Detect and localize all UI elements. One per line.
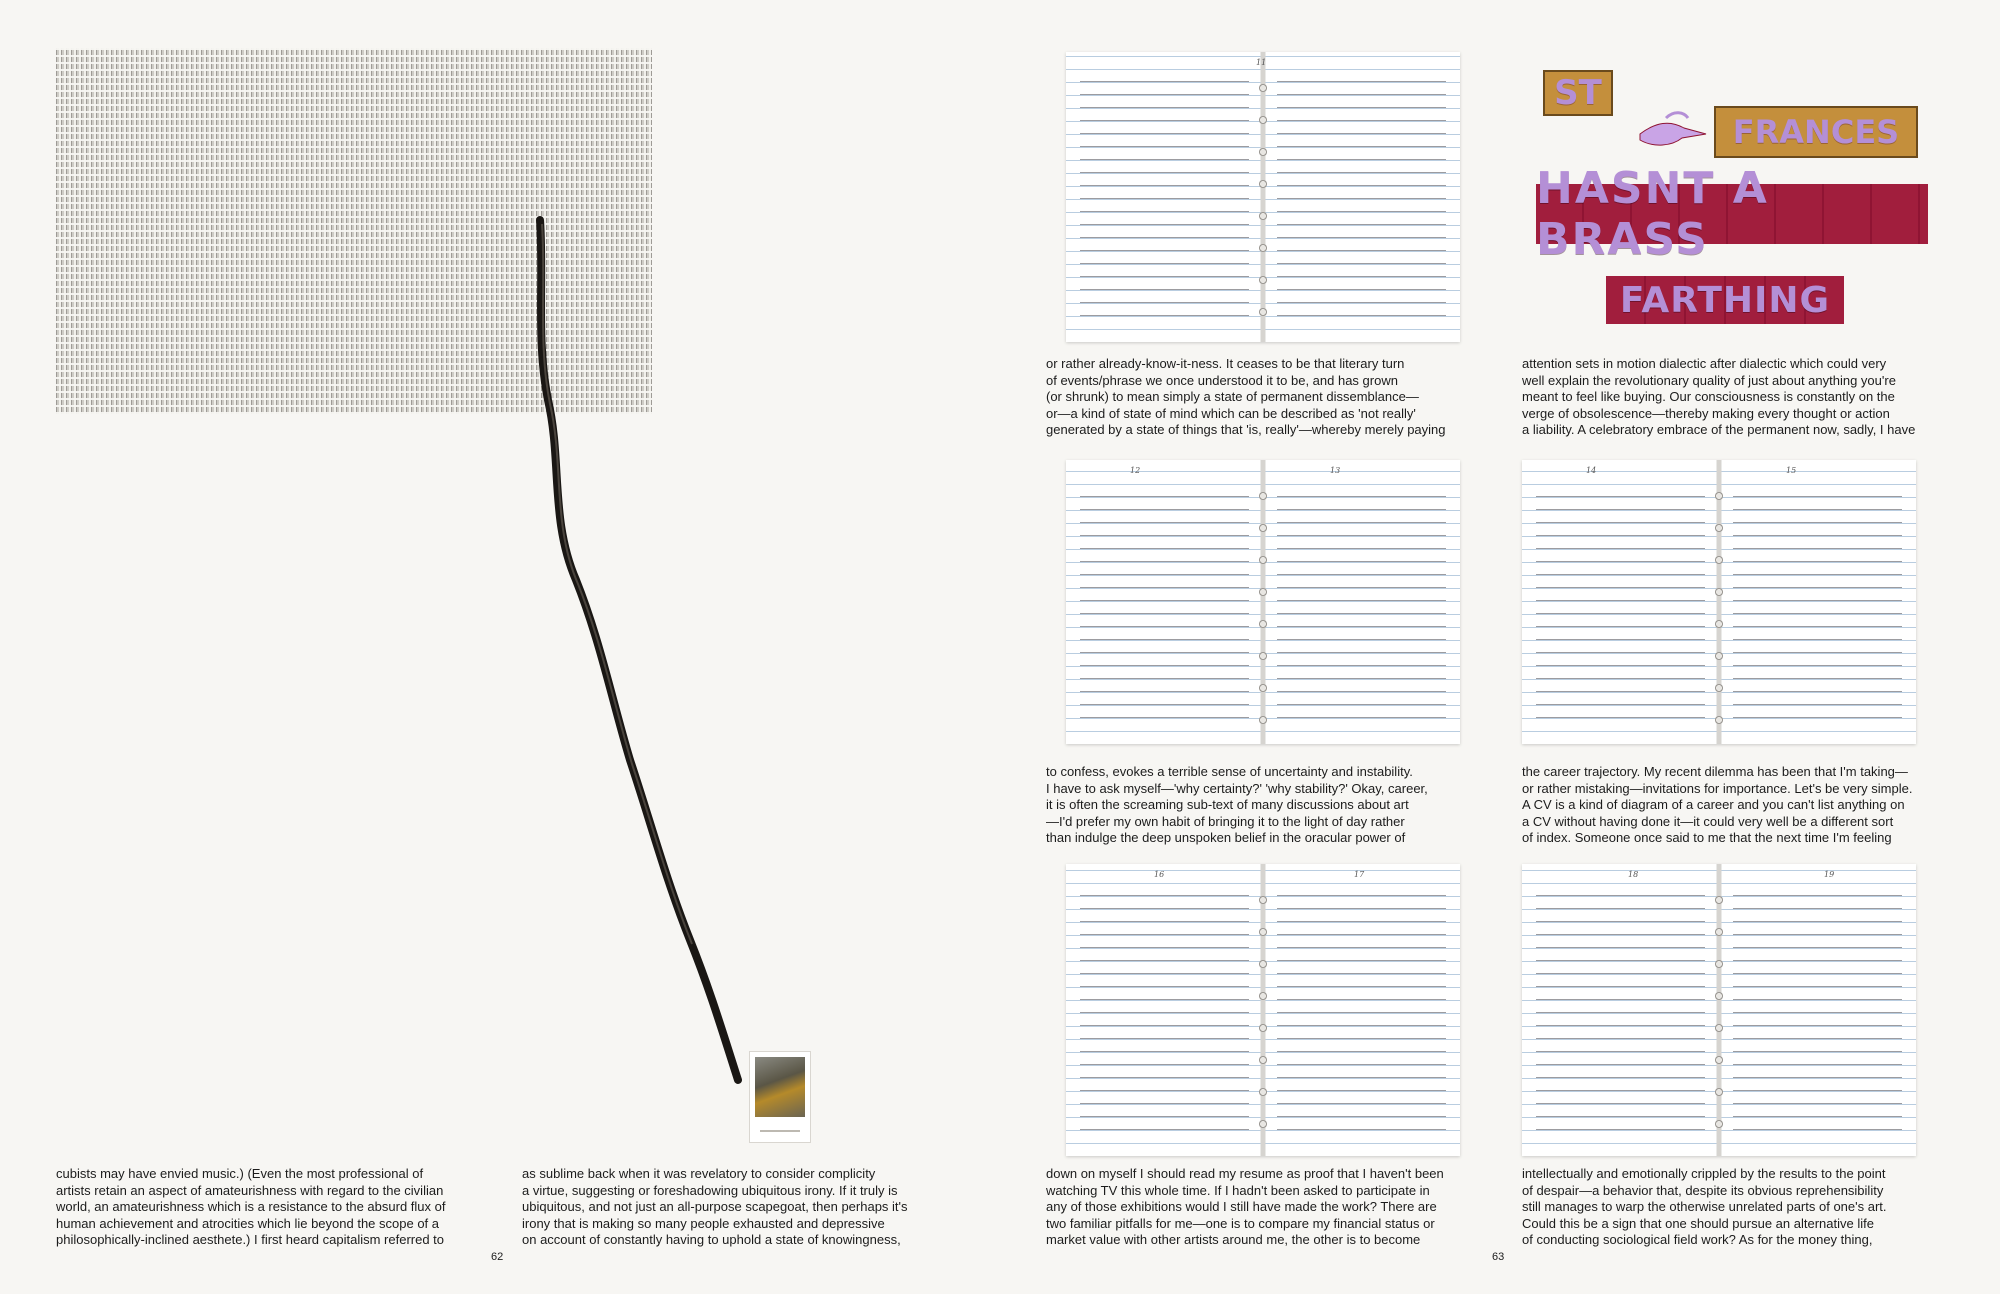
notebook-scan-5 [1522, 864, 1916, 1156]
title-line-hasnt-a-brass: HASNT A BRASS [1536, 184, 1928, 244]
notebook-page-number-right: 15 [1786, 466, 1797, 475]
notebook-page-number-right: 19 [1824, 870, 1835, 879]
handwriting-right [1733, 892, 1902, 1138]
right-column-2-top-text: attention sets in motion dialectic after dialectic which could very well explain the revolutionary quality of just about anything you're meant to feel like buying. Our consciousness is constantly on the verge of obsolescence—thereby making every thought or action a liability. A celebratory embrace of the permanent now, sadly, I have [1522, 356, 1916, 437]
notebook-page-number: 11 [1256, 58, 1267, 67]
handwriting-right [1277, 488, 1446, 726]
handwriting-right [1733, 488, 1902, 726]
notebook-page-number-left: 18 [1628, 870, 1639, 879]
notebook-page-number-left: 14 [1586, 466, 1597, 475]
notebook-page-number-left: 16 [1154, 870, 1165, 879]
notebook-page-number-right: 17 [1354, 870, 1365, 879]
small-photograph [750, 1052, 810, 1142]
handwriting-left [1080, 488, 1249, 726]
handwriting-right [1277, 892, 1446, 1138]
handwriting-right [1277, 80, 1446, 324]
right-column-1-top-text: or rather already-know-it-ness. It ceases to be that literary turn of events/phrase we once understood it to be, and has grown (or shrunk) to mean simply a state of permanent dissemblance— or—a kind of state of mind which can be described as 'not really' generated by a state of things that 'is, really'—whereby merely paying [1046, 356, 1446, 437]
title-word-frances: FRANCES [1714, 106, 1918, 158]
notebook-binding-rings [1253, 884, 1273, 1136]
notebook-scan-1 [1066, 52, 1460, 342]
title-word-st: ST [1543, 70, 1613, 116]
notebook-binding-rings [1253, 72, 1273, 322]
title-line-farthing: FARTHING [1606, 276, 1844, 324]
pointing-hand-icon [1636, 104, 1710, 154]
right-column-1-middle-text: to confess, evokes a terrible sense of uncertainty and instability. I have to ask myself—'why certainty?' 'why stability?' Okay, career, it is often the screaming sub-text of many discussions about art —I'd prefer my own habit of bringing it to the light of day rather than indulge the deep unspoken belief in the oracular power of [1046, 764, 1428, 845]
handwriting-left [1080, 892, 1249, 1138]
photo-caption-strip [760, 1130, 800, 1132]
handwriting-left [1536, 488, 1705, 726]
notebook-binding-rings [1253, 480, 1273, 724]
handwriting-left [1536, 892, 1705, 1138]
collage-title-artwork [1536, 64, 1928, 334]
branch-stick-image [500, 200, 750, 1100]
left-page-number: 62 [491, 1251, 504, 1263]
notebook-scan-3 [1522, 460, 1916, 744]
notebook-binding-rings [1709, 884, 1729, 1136]
right-column-2-middle-text: the career trajectory. My recent dilemma has been that I'm taking— or rather mistaking—invitations for importance. Let's be very simple. A CV is a kind of diagram of a career and you can't list anything on a CV without having done it—it could very well be a different sort of index. Someone once said to me that the next time I'm feeling [1522, 764, 1913, 845]
right-column-1-bottom-text: down on myself I should read my resume as proof that I haven't been watching TV this whole time. If I hadn't been asked to participate in any of those exhibitions would I still have made the work? There are two familiar pitfalls for me—one is to compare my financial status or market value with other artists around me, the other is to become [1046, 1166, 1444, 1247]
notebook-scan-4 [1066, 864, 1460, 1156]
notebook-scan-2 [1066, 460, 1460, 744]
right-page-number: 63 [1492, 1251, 1505, 1263]
left-column-1-text: cubists may have envied music.) (Even the most professional of artists retain an aspect of amateurishness with regard to the civilian world, an amateurishness which is a resistance to the absurd flux of human achievement and atrocities which lie beyond the scope of a philosophically-inclined aesthete.) I first heard capitalism referred to [56, 1166, 446, 1247]
handwriting-left [1080, 80, 1249, 324]
notebook-page-number-left: 12 [1130, 466, 1141, 475]
flower-photo-image [755, 1057, 805, 1117]
left-column-2-text: as sublime back when it was revelatory to consider complicity a virtue, suggesting or foreshadowing ubiquitous irony. If it truly is ubiquitous, and not just an all-purpose scapegoat, then perhaps it's irony that is making so many people exhausted and depressive on account of constantly having to uphold a state of knowingness, [522, 1166, 908, 1247]
right-column-2-bottom-text: intellectually and emotionally crippled by the results to the point of despair—a behavior that, despite its obvious reprehensibility still manages to warp the otherwise unrelated parts of one's art. Could this be a sign that one should pursue an alternative life of conducting sociological field work? As for the money thing, [1522, 1166, 1887, 1247]
notebook-binding-rings [1709, 480, 1729, 724]
notebook-page-number-right: 13 [1330, 466, 1341, 475]
